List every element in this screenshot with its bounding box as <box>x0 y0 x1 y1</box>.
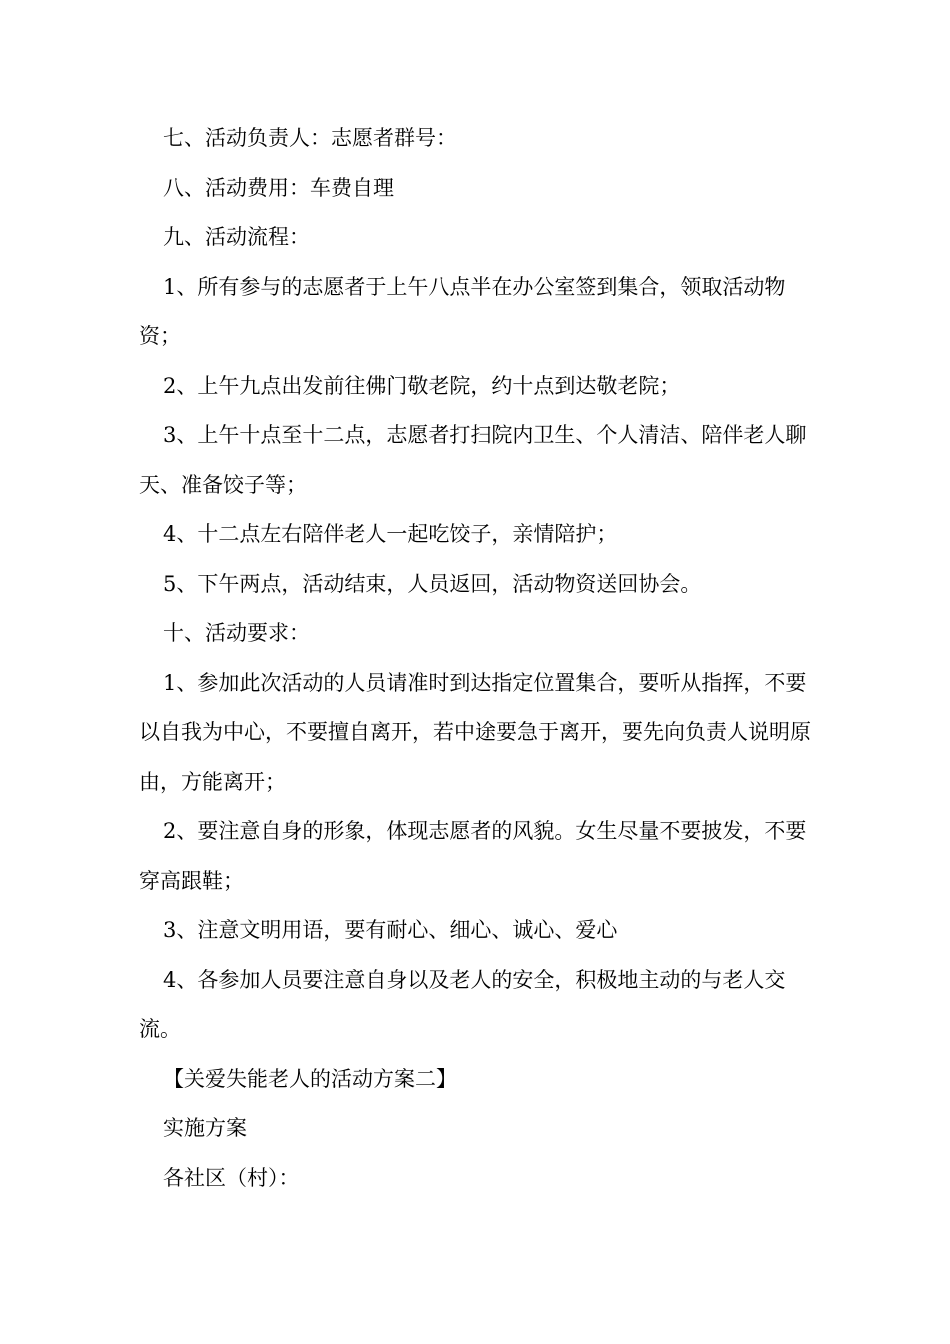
paragraph-cost: 八、活动费用：车费自理 <box>163 175 394 200</box>
paragraph-process-step-4: 4、十二点左右陪伴老人一起吃饺子，亲情陪护； <box>163 522 618 546</box>
paragraph-requirements-heading: 十、活动要求： <box>163 621 310 645</box>
paragraph-process-heading: 九、活动流程： <box>163 225 310 249</box>
paragraph-implementation-plan: 实施方案 <box>163 1116 247 1140</box>
paragraph-process-step-2: 2、上午九点出发前往佛门敬老院，约十点到达敬老院； <box>163 373 681 398</box>
paragraph-person-in-charge: 七、活动负责人：志愿者群号： <box>163 126 457 150</box>
paragraph-process-step-1: 1、所有参与的志愿者于上午八点半在办公室签到集合，领取活动物资； <box>139 274 786 348</box>
paragraph-requirement-4: 4、各参加人员要注意自身以及老人的安全，积极地主动的与老人交流。 <box>139 967 786 1041</box>
paragraph-requirement-2: 2、要注意自身的形象，体现志愿者的风貌。女生尽量不要披发，不要穿高跟鞋； <box>139 819 807 893</box>
paragraph-process-step-5: 5、下午两点，活动结束，人员返回，活动物资送回协会。 <box>163 571 702 596</box>
document-body <box>139 114 811 1203</box>
paragraph-requirement-1: 1、参加此次活动的人员请准时到达指定位置集合，要听从指挥，不要以自我为中心，不要擅自离开，若中途要急于离开，要先向负责人说明原由，方能离开； <box>139 670 811 794</box>
paragraph-process-step-3: 3、上午十点至十二点，志愿者打扫院内卫生、个人清洁、陪伴老人聊天、准备饺子等； <box>139 423 807 497</box>
paragraph-communities: 各社区（村）： <box>163 1165 300 1190</box>
paragraph-requirement-3: 3、注意文明用语，要有耐心、细心、诚心、爱心 <box>163 918 618 942</box>
section-title-plan-two: 【关爱失能老人的活动方案二】 <box>163 1066 457 1091</box>
